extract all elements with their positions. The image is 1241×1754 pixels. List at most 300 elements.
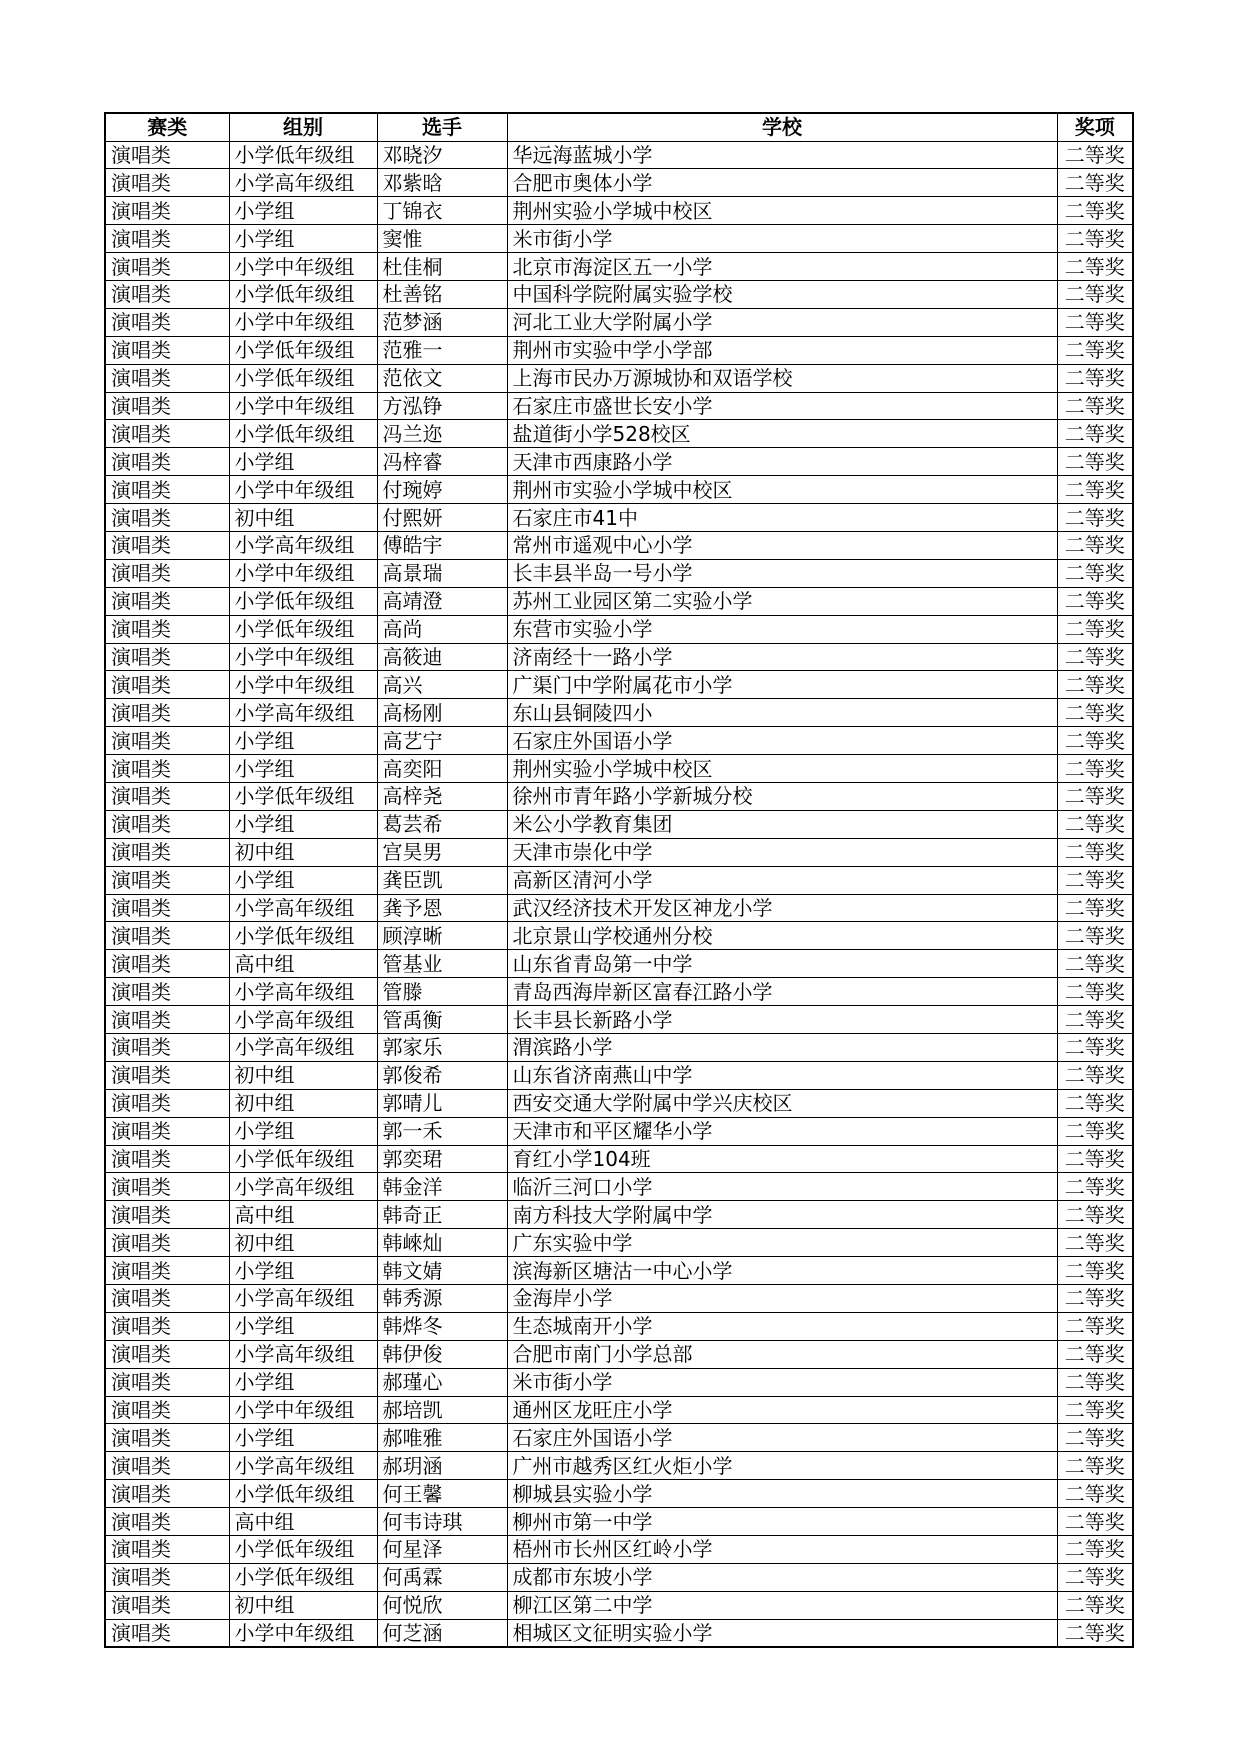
category-cell: 演唱类 bbox=[105, 1229, 229, 1257]
school-cell: 梧州市长州区红岭小学 bbox=[507, 1536, 1057, 1564]
award-cell: 二等奖 bbox=[1057, 615, 1133, 643]
group-cell: 小学组 bbox=[229, 1117, 377, 1145]
school-cell: 滨海新区塘沽一中心小学 bbox=[507, 1257, 1057, 1285]
school-cell: 徐州市青年路小学新城分校 bbox=[507, 782, 1057, 810]
school-cell: 通州区龙旺庄小学 bbox=[507, 1396, 1057, 1424]
contestant-cell: 方泓铮 bbox=[377, 392, 507, 420]
contestant-cell: 高靖澄 bbox=[377, 587, 507, 615]
group-cell: 小学低年级组 bbox=[229, 420, 377, 448]
table-row bbox=[105, 1034, 1133, 1062]
category-cell: 演唱类 bbox=[105, 615, 229, 643]
award-cell: 二等奖 bbox=[1057, 671, 1133, 699]
award-cell: 二等奖 bbox=[1057, 1508, 1133, 1536]
award-cell: 二等奖 bbox=[1057, 1536, 1133, 1564]
table-row bbox=[105, 1173, 1133, 1201]
group-cell: 小学组 bbox=[229, 727, 377, 755]
category-cell: 演唱类 bbox=[105, 1257, 229, 1285]
category-cell: 演唱类 bbox=[105, 866, 229, 894]
group-cell: 小学中年级组 bbox=[229, 643, 377, 671]
contestant-cell: 管滕 bbox=[377, 978, 507, 1006]
category-cell: 演唱类 bbox=[105, 727, 229, 755]
table-row bbox=[105, 531, 1133, 559]
group-cell: 小学组 bbox=[229, 1368, 377, 1396]
award-cell: 二等奖 bbox=[1057, 1340, 1133, 1368]
category-cell: 演唱类 bbox=[105, 643, 229, 671]
award-cell: 二等奖 bbox=[1057, 1034, 1133, 1062]
award-cell: 二等奖 bbox=[1057, 1424, 1133, 1452]
group-cell: 小学组 bbox=[229, 810, 377, 838]
school-cell: 北京景山学校通州分校 bbox=[507, 922, 1057, 950]
table-row bbox=[105, 1312, 1133, 1340]
table-row bbox=[105, 1591, 1133, 1619]
school-cell: 临沂三河口小学 bbox=[507, 1173, 1057, 1201]
category-cell: 演唱类 bbox=[105, 1480, 229, 1508]
school-cell: 盐道街小学528校区 bbox=[507, 420, 1057, 448]
table-row bbox=[105, 1536, 1133, 1564]
contestant-cell: 韩烨冬 bbox=[377, 1312, 507, 1340]
group-cell: 小学高年级组 bbox=[229, 894, 377, 922]
school-cell: 西安交通大学附属中学兴庆校区 bbox=[507, 1089, 1057, 1117]
category-cell: 演唱类 bbox=[105, 1285, 229, 1313]
award-cell: 二等奖 bbox=[1057, 727, 1133, 755]
school-cell: 天津市崇化中学 bbox=[507, 838, 1057, 866]
school-cell: 华远海蓝城小学 bbox=[507, 141, 1057, 169]
contestant-cell: 窦惟 bbox=[377, 225, 507, 253]
category-cell: 演唱类 bbox=[105, 392, 229, 420]
category-cell: 演唱类 bbox=[105, 420, 229, 448]
table-row bbox=[105, 1340, 1133, 1368]
contestant-cell: 杜佳桐 bbox=[377, 253, 507, 281]
award-cell: 二等奖 bbox=[1057, 1117, 1133, 1145]
award-cell: 二等奖 bbox=[1057, 364, 1133, 392]
table-row bbox=[105, 559, 1133, 587]
contestant-cell: 高兴 bbox=[377, 671, 507, 699]
contestant-cell: 郝培凯 bbox=[377, 1396, 507, 1424]
table-row bbox=[105, 1563, 1133, 1591]
category-cell: 演唱类 bbox=[105, 978, 229, 1006]
school-cell: 柳城县实验小学 bbox=[507, 1480, 1057, 1508]
group-cell: 小学组 bbox=[229, 866, 377, 894]
table-row bbox=[105, 1285, 1133, 1313]
award-cell: 二等奖 bbox=[1057, 922, 1133, 950]
award-cell: 二等奖 bbox=[1057, 699, 1133, 727]
award-cell: 二等奖 bbox=[1057, 420, 1133, 448]
school-cell: 荆州实验小学城中校区 bbox=[507, 197, 1057, 225]
table-row bbox=[105, 392, 1133, 420]
group-cell: 小学组 bbox=[229, 755, 377, 783]
school-cell: 米市街小学 bbox=[507, 225, 1057, 253]
contestant-cell: 范依文 bbox=[377, 364, 507, 392]
table-row bbox=[105, 336, 1133, 364]
school-cell: 山东省青岛第一中学 bbox=[507, 950, 1057, 978]
group-cell: 小学低年级组 bbox=[229, 1536, 377, 1564]
contestant-cell: 郭家乐 bbox=[377, 1034, 507, 1062]
school-cell: 米公小学教育集团 bbox=[507, 810, 1057, 838]
contestant-cell: 高艺宁 bbox=[377, 727, 507, 755]
table-row bbox=[105, 671, 1133, 699]
group-cell: 小学低年级组 bbox=[229, 1480, 377, 1508]
award-cell: 二等奖 bbox=[1057, 225, 1133, 253]
school-cell: 石家庄外国语小学 bbox=[507, 1424, 1057, 1452]
school-cell: 生态城南开小学 bbox=[507, 1312, 1057, 1340]
contestant-cell: 邓紫晗 bbox=[377, 169, 507, 197]
award-cell: 二等奖 bbox=[1057, 1368, 1133, 1396]
table-row bbox=[105, 810, 1133, 838]
group-cell: 初中组 bbox=[229, 838, 377, 866]
category-cell: 演唱类 bbox=[105, 1312, 229, 1340]
category-cell: 演唱类 bbox=[105, 336, 229, 364]
award-cell: 二等奖 bbox=[1057, 1452, 1133, 1480]
group-cell: 初中组 bbox=[229, 1229, 377, 1257]
school-cell: 相城区文征明实验小学 bbox=[507, 1619, 1057, 1647]
award-cell: 二等奖 bbox=[1057, 587, 1133, 615]
table-row bbox=[105, 308, 1133, 336]
category-cell: 演唱类 bbox=[105, 671, 229, 699]
table-row bbox=[105, 1424, 1133, 1452]
table-row bbox=[105, 253, 1133, 281]
table-row bbox=[105, 978, 1133, 1006]
award-cell: 二等奖 bbox=[1057, 169, 1133, 197]
contestant-cell: 范梦涵 bbox=[377, 308, 507, 336]
award-cell: 二等奖 bbox=[1057, 141, 1133, 169]
award-cell: 二等奖 bbox=[1057, 1257, 1133, 1285]
category-cell: 演唱类 bbox=[105, 308, 229, 336]
award-cell: 二等奖 bbox=[1057, 950, 1133, 978]
group-cell: 小学组 bbox=[229, 197, 377, 225]
category-cell: 演唱类 bbox=[105, 922, 229, 950]
contestant-cell: 邓晓汐 bbox=[377, 141, 507, 169]
category-cell: 演唱类 bbox=[105, 1508, 229, 1536]
contestant-cell: 郝玥涵 bbox=[377, 1452, 507, 1480]
contestant-cell: 丁锦衣 bbox=[377, 197, 507, 225]
table-header bbox=[105, 113, 1133, 141]
category-cell: 演唱类 bbox=[105, 197, 229, 225]
header-group: 组别 bbox=[229, 113, 377, 141]
category-cell: 演唱类 bbox=[105, 1089, 229, 1117]
school-cell: 石家庄外国语小学 bbox=[507, 727, 1057, 755]
table-row bbox=[105, 1006, 1133, 1034]
group-cell: 小学高年级组 bbox=[229, 699, 377, 727]
school-cell: 合肥市奥体小学 bbox=[507, 169, 1057, 197]
table-row bbox=[105, 1229, 1133, 1257]
group-cell: 小学低年级组 bbox=[229, 922, 377, 950]
group-cell: 小学低年级组 bbox=[229, 280, 377, 308]
contestant-cell: 何芝涵 bbox=[377, 1619, 507, 1647]
table-row bbox=[105, 1619, 1133, 1647]
contestant-cell: 郝瑾心 bbox=[377, 1368, 507, 1396]
contestant-cell: 管禹衡 bbox=[377, 1006, 507, 1034]
group-cell: 初中组 bbox=[229, 1591, 377, 1619]
group-cell: 小学低年级组 bbox=[229, 336, 377, 364]
table-row bbox=[105, 197, 1133, 225]
school-cell: 常州市遥观中心小学 bbox=[507, 531, 1057, 559]
school-cell: 合肥市南门小学总部 bbox=[507, 1340, 1057, 1368]
contestant-cell: 管基业 bbox=[377, 950, 507, 978]
school-cell: 苏州工业园区第二实验小学 bbox=[507, 587, 1057, 615]
category-cell: 演唱类 bbox=[105, 1340, 229, 1368]
contestant-cell: 何韦诗琪 bbox=[377, 1508, 507, 1536]
category-cell: 演唱类 bbox=[105, 1563, 229, 1591]
category-cell: 演唱类 bbox=[105, 141, 229, 169]
table-row bbox=[105, 1452, 1133, 1480]
award-cell: 二等奖 bbox=[1057, 448, 1133, 476]
table-row bbox=[105, 699, 1133, 727]
contestant-cell: 冯兰迩 bbox=[377, 420, 507, 448]
table-body bbox=[105, 141, 1133, 1647]
table-row bbox=[105, 587, 1133, 615]
award-cell: 二等奖 bbox=[1057, 1061, 1133, 1089]
group-cell: 小学高年级组 bbox=[229, 978, 377, 1006]
award-cell: 二等奖 bbox=[1057, 1312, 1133, 1340]
contestant-cell: 何悦欣 bbox=[377, 1591, 507, 1619]
category-cell: 演唱类 bbox=[105, 448, 229, 476]
group-cell: 小学组 bbox=[229, 225, 377, 253]
school-cell: 南方科技大学附属中学 bbox=[507, 1201, 1057, 1229]
award-cell: 二等奖 bbox=[1057, 755, 1133, 783]
school-cell: 高新区清河小学 bbox=[507, 866, 1057, 894]
table-row bbox=[105, 1145, 1133, 1173]
school-cell: 东营市实验小学 bbox=[507, 615, 1057, 643]
award-cell: 二等奖 bbox=[1057, 1145, 1133, 1173]
award-cell: 二等奖 bbox=[1057, 1285, 1133, 1313]
award-cell: 二等奖 bbox=[1057, 894, 1133, 922]
category-cell: 演唱类 bbox=[105, 1396, 229, 1424]
table-row bbox=[105, 141, 1133, 169]
category-cell: 演唱类 bbox=[105, 559, 229, 587]
award-cell: 二等奖 bbox=[1057, 392, 1133, 420]
award-cell: 二等奖 bbox=[1057, 559, 1133, 587]
contestant-cell: 高奕阳 bbox=[377, 755, 507, 783]
award-cell: 二等奖 bbox=[1057, 336, 1133, 364]
group-cell: 小学中年级组 bbox=[229, 308, 377, 336]
category-cell: 演唱类 bbox=[105, 1536, 229, 1564]
group-cell: 初中组 bbox=[229, 1061, 377, 1089]
category-cell: 演唱类 bbox=[105, 1117, 229, 1145]
category-cell: 演唱类 bbox=[105, 504, 229, 532]
table-row bbox=[105, 1508, 1133, 1536]
school-cell: 石家庄市41中 bbox=[507, 504, 1057, 532]
category-cell: 演唱类 bbox=[105, 894, 229, 922]
contestant-cell: 韩伊俊 bbox=[377, 1340, 507, 1368]
table-row bbox=[105, 1061, 1133, 1089]
category-cell: 演唱类 bbox=[105, 169, 229, 197]
contestant-cell: 郝唯雅 bbox=[377, 1424, 507, 1452]
category-cell: 演唱类 bbox=[105, 1368, 229, 1396]
contestant-cell: 冯梓睿 bbox=[377, 448, 507, 476]
school-cell: 上海市民办万源城协和双语学校 bbox=[507, 364, 1057, 392]
category-cell: 演唱类 bbox=[105, 531, 229, 559]
school-cell: 广东实验中学 bbox=[507, 1229, 1057, 1257]
table-row bbox=[105, 420, 1133, 448]
contestant-cell: 郭一禾 bbox=[377, 1117, 507, 1145]
category-cell: 演唱类 bbox=[105, 253, 229, 281]
category-cell: 演唱类 bbox=[105, 1006, 229, 1034]
group-cell: 小学低年级组 bbox=[229, 587, 377, 615]
category-cell: 演唱类 bbox=[105, 1201, 229, 1229]
award-cell: 二等奖 bbox=[1057, 1201, 1133, 1229]
table-row bbox=[105, 1396, 1133, 1424]
table-row bbox=[105, 866, 1133, 894]
award-cell: 二等奖 bbox=[1057, 1006, 1133, 1034]
award-cell: 二等奖 bbox=[1057, 782, 1133, 810]
group-cell: 小学中年级组 bbox=[229, 1619, 377, 1647]
school-cell: 渭滨路小学 bbox=[507, 1034, 1057, 1062]
contestant-cell: 何星泽 bbox=[377, 1536, 507, 1564]
award-cell: 二等奖 bbox=[1057, 197, 1133, 225]
group-cell: 高中组 bbox=[229, 1201, 377, 1229]
category-cell: 演唱类 bbox=[105, 587, 229, 615]
award-cell: 二等奖 bbox=[1057, 810, 1133, 838]
group-cell: 小学低年级组 bbox=[229, 615, 377, 643]
category-cell: 演唱类 bbox=[105, 782, 229, 810]
category-cell: 演唱类 bbox=[105, 280, 229, 308]
group-cell: 小学组 bbox=[229, 1424, 377, 1452]
award-cell: 二等奖 bbox=[1057, 643, 1133, 671]
contestant-cell: 高梓尧 bbox=[377, 782, 507, 810]
category-cell: 演唱类 bbox=[105, 755, 229, 783]
contestant-cell: 高杨刚 bbox=[377, 699, 507, 727]
school-cell: 柳州市第一中学 bbox=[507, 1508, 1057, 1536]
contestant-cell: 韩崍灿 bbox=[377, 1229, 507, 1257]
group-cell: 小学高年级组 bbox=[229, 1006, 377, 1034]
group-cell: 小学组 bbox=[229, 1257, 377, 1285]
header-contestant: 选手 bbox=[377, 113, 507, 141]
table-row bbox=[105, 1089, 1133, 1117]
category-cell: 演唱类 bbox=[105, 1452, 229, 1480]
category-cell: 演唱类 bbox=[105, 364, 229, 392]
contestant-cell: 杜善铭 bbox=[377, 280, 507, 308]
group-cell: 小学组 bbox=[229, 1312, 377, 1340]
contestant-cell: 宫昊男 bbox=[377, 838, 507, 866]
award-cell: 二等奖 bbox=[1057, 1229, 1133, 1257]
contestant-cell: 龚臣凯 bbox=[377, 866, 507, 894]
category-cell: 演唱类 bbox=[105, 1591, 229, 1619]
category-cell: 演唱类 bbox=[105, 699, 229, 727]
group-cell: 高中组 bbox=[229, 950, 377, 978]
contestant-cell: 高筱迪 bbox=[377, 643, 507, 671]
contestant-cell: 郭晴儿 bbox=[377, 1089, 507, 1117]
school-cell: 长丰县半岛一号小学 bbox=[507, 559, 1057, 587]
category-cell: 演唱类 bbox=[105, 225, 229, 253]
group-cell: 小学高年级组 bbox=[229, 1452, 377, 1480]
category-cell: 演唱类 bbox=[105, 476, 229, 504]
school-cell: 北京市海淀区五一小学 bbox=[507, 253, 1057, 281]
contestant-cell: 顾淳晰 bbox=[377, 922, 507, 950]
header-category: 赛类 bbox=[105, 113, 229, 141]
award-cell: 二等奖 bbox=[1057, 476, 1133, 504]
award-cell: 二等奖 bbox=[1057, 1591, 1133, 1619]
table-row bbox=[105, 280, 1133, 308]
table-row bbox=[105, 1480, 1133, 1508]
table-row bbox=[105, 922, 1133, 950]
contestant-cell: 葛芸希 bbox=[377, 810, 507, 838]
group-cell: 小学中年级组 bbox=[229, 392, 377, 420]
school-cell: 育红小学104班 bbox=[507, 1145, 1057, 1173]
table-row bbox=[105, 755, 1133, 783]
group-cell: 小学中年级组 bbox=[229, 1396, 377, 1424]
table-row bbox=[105, 448, 1133, 476]
table-row bbox=[105, 504, 1133, 532]
group-cell: 小学高年级组 bbox=[229, 169, 377, 197]
school-cell: 河北工业大学附属小学 bbox=[507, 308, 1057, 336]
table-row bbox=[105, 950, 1133, 978]
group-cell: 小学中年级组 bbox=[229, 671, 377, 699]
school-cell: 东山县铜陵四小 bbox=[507, 699, 1057, 727]
contestant-cell: 傅皓宇 bbox=[377, 531, 507, 559]
award-cell: 二等奖 bbox=[1057, 1563, 1133, 1591]
contestant-cell: 韩秀源 bbox=[377, 1285, 507, 1313]
category-cell: 演唱类 bbox=[105, 1145, 229, 1173]
table-row bbox=[105, 1201, 1133, 1229]
school-cell: 天津市和平区耀华小学 bbox=[507, 1117, 1057, 1145]
award-cell: 二等奖 bbox=[1057, 1089, 1133, 1117]
group-cell: 小学中年级组 bbox=[229, 476, 377, 504]
school-cell: 长丰县长新路小学 bbox=[507, 1006, 1057, 1034]
award-cell: 二等奖 bbox=[1057, 253, 1133, 281]
award-cell: 二等奖 bbox=[1057, 1396, 1133, 1424]
table-row bbox=[105, 364, 1133, 392]
group-cell: 小学中年级组 bbox=[229, 559, 377, 587]
contestant-cell: 郭奕珺 bbox=[377, 1145, 507, 1173]
group-cell: 小学低年级组 bbox=[229, 782, 377, 810]
group-cell: 小学组 bbox=[229, 448, 377, 476]
category-cell: 演唱类 bbox=[105, 810, 229, 838]
category-cell: 演唱类 bbox=[105, 1061, 229, 1089]
group-cell: 初中组 bbox=[229, 504, 377, 532]
table-row bbox=[105, 782, 1133, 810]
group-cell: 小学高年级组 bbox=[229, 1173, 377, 1201]
school-cell: 济南经十一路小学 bbox=[507, 643, 1057, 671]
school-cell: 武汉经济技术开发区神龙小学 bbox=[507, 894, 1057, 922]
category-cell: 演唱类 bbox=[105, 1424, 229, 1452]
award-cell: 二等奖 bbox=[1057, 866, 1133, 894]
award-cell: 二等奖 bbox=[1057, 978, 1133, 1006]
contestant-cell: 韩奇正 bbox=[377, 1201, 507, 1229]
school-cell: 荆州市实验中学小学部 bbox=[507, 336, 1057, 364]
award-cell: 二等奖 bbox=[1057, 280, 1133, 308]
contestant-cell: 范雅一 bbox=[377, 336, 507, 364]
group-cell: 小学高年级组 bbox=[229, 1034, 377, 1062]
group-cell: 高中组 bbox=[229, 1508, 377, 1536]
group-cell: 小学高年级组 bbox=[229, 1285, 377, 1313]
group-cell: 小学低年级组 bbox=[229, 364, 377, 392]
contestant-cell: 韩金洋 bbox=[377, 1173, 507, 1201]
table-row bbox=[105, 894, 1133, 922]
group-cell: 小学低年级组 bbox=[229, 1563, 377, 1591]
contestant-cell: 龚予恩 bbox=[377, 894, 507, 922]
award-cell: 二等奖 bbox=[1057, 504, 1133, 532]
group-cell: 小学低年级组 bbox=[229, 141, 377, 169]
award-cell: 二等奖 bbox=[1057, 1173, 1133, 1201]
table-row bbox=[105, 615, 1133, 643]
category-cell: 演唱类 bbox=[105, 950, 229, 978]
group-cell: 初中组 bbox=[229, 1089, 377, 1117]
contestant-cell: 郭俊希 bbox=[377, 1061, 507, 1089]
category-cell: 演唱类 bbox=[105, 1034, 229, 1062]
school-cell: 青岛西海岸新区富春江路小学 bbox=[507, 978, 1057, 1006]
contestant-cell: 何王馨 bbox=[377, 1480, 507, 1508]
school-cell: 荆州市实验小学城中校区 bbox=[507, 476, 1057, 504]
table-row bbox=[105, 1368, 1133, 1396]
contestant-cell: 付琬婷 bbox=[377, 476, 507, 504]
table-row bbox=[105, 476, 1133, 504]
category-cell: 演唱类 bbox=[105, 838, 229, 866]
award-cell: 二等奖 bbox=[1057, 308, 1133, 336]
award-cell: 二等奖 bbox=[1057, 531, 1133, 559]
table-row bbox=[105, 643, 1133, 671]
category-cell: 演唱类 bbox=[105, 1619, 229, 1647]
school-cell: 柳江区第二中学 bbox=[507, 1591, 1057, 1619]
